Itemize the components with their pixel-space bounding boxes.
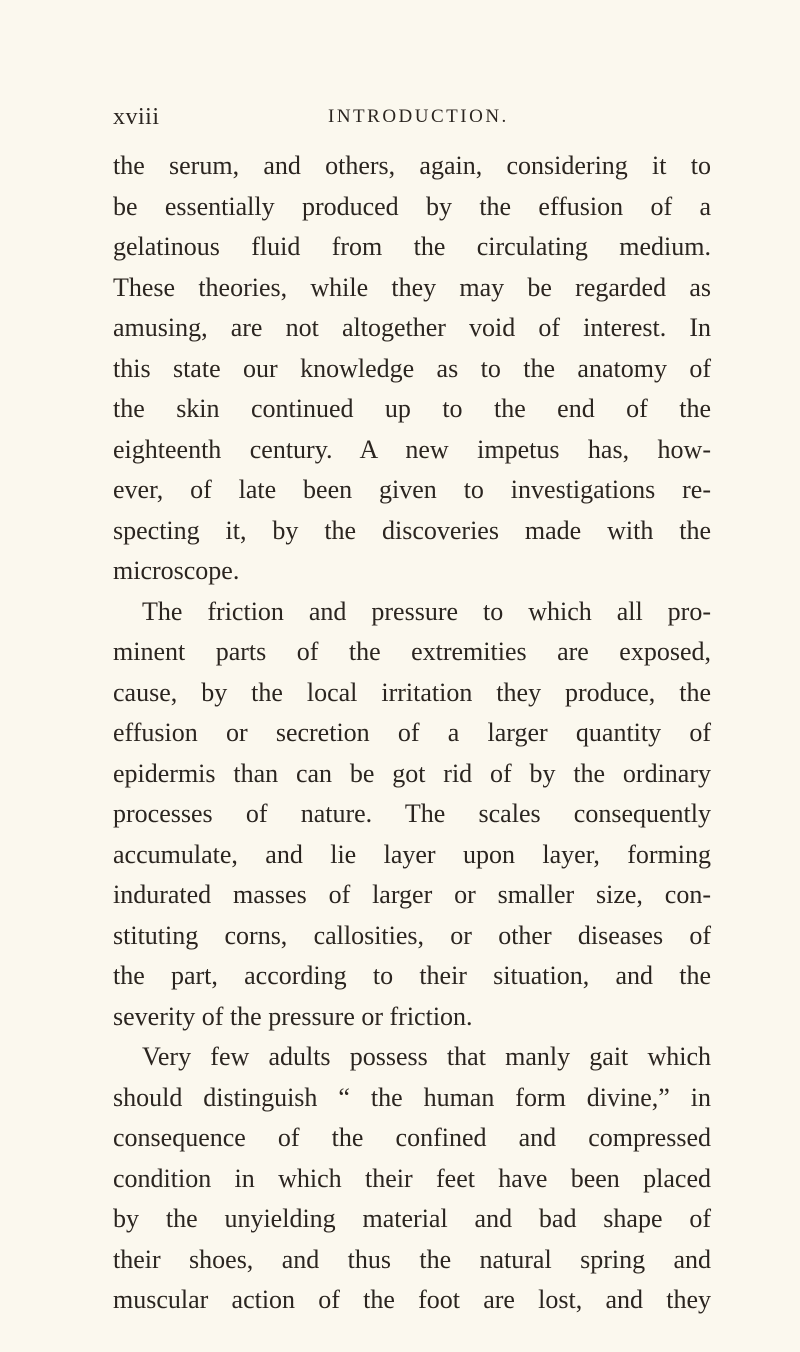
text-line: be essentially produced by the effusion of a bbox=[113, 191, 711, 221]
text-line: the skin continued up to the end of the bbox=[113, 394, 711, 423]
text-line: microscope. bbox=[113, 556, 240, 585]
text-line: by the unyielding material and bad shape of bbox=[113, 1204, 711, 1233]
text-line: severity of the pressure or friction. bbox=[113, 1001, 473, 1031]
text-line: this state our knowledge as to the anatomy of bbox=[113, 353, 711, 383]
text-line: processes of nature. The scales consequently bbox=[113, 799, 711, 828]
text-line: minent parts of the extremities are exposed, bbox=[113, 637, 711, 666]
page-number: xviii bbox=[113, 104, 160, 130]
text-line: The friction and pressure to which all pro- bbox=[142, 596, 711, 626]
text-line: consequence of the confined and compressed bbox=[113, 1123, 711, 1152]
body-text bbox=[113, 146, 711, 1321]
running-head bbox=[113, 104, 718, 134]
text-line: amusing, are not altogether void of interest. In bbox=[113, 313, 711, 342]
text-line: Very few adults possess that manly gait which bbox=[142, 1042, 711, 1071]
text-line: should distinguish “ the human form divine,” in bbox=[113, 1082, 711, 1112]
text-line: effusion or secretion of a larger quantity of bbox=[113, 718, 711, 747]
text-line: cause, by the local irritation they produce, the bbox=[113, 677, 711, 707]
text-line: specting it, by the discoveries made with the bbox=[113, 515, 711, 545]
text-line: accumulate, and lie layer upon layer, forming bbox=[113, 839, 711, 869]
text-line: indurated masses of larger or smaller size, con- bbox=[113, 880, 711, 909]
text-line: muscular action of the foot are lost, and they bbox=[113, 1285, 711, 1314]
text-line: the serum, and others, again, considering it to bbox=[113, 151, 711, 180]
text-line: condition in which their feet have been placed bbox=[113, 1163, 711, 1193]
text-line: their shoes, and thus the natural spring and bbox=[113, 1244, 711, 1274]
running-title: INTRODUCTION. bbox=[328, 106, 509, 127]
text-line: ever, of late been given to investigations re- bbox=[113, 475, 711, 504]
text-line: epidermis than can be got rid of by the ordinary bbox=[113, 758, 711, 788]
text-line: the part, according to their situation, and the bbox=[113, 961, 711, 990]
text-line: These theories, while they may be regarded as bbox=[113, 272, 711, 302]
text-line: gelatinous fluid from the circulating medium. bbox=[113, 232, 711, 261]
text-line: stituting corns, callosities, or other diseases of bbox=[113, 920, 711, 950]
text-line: eighteenth century. A new impetus has, how- bbox=[113, 434, 711, 464]
